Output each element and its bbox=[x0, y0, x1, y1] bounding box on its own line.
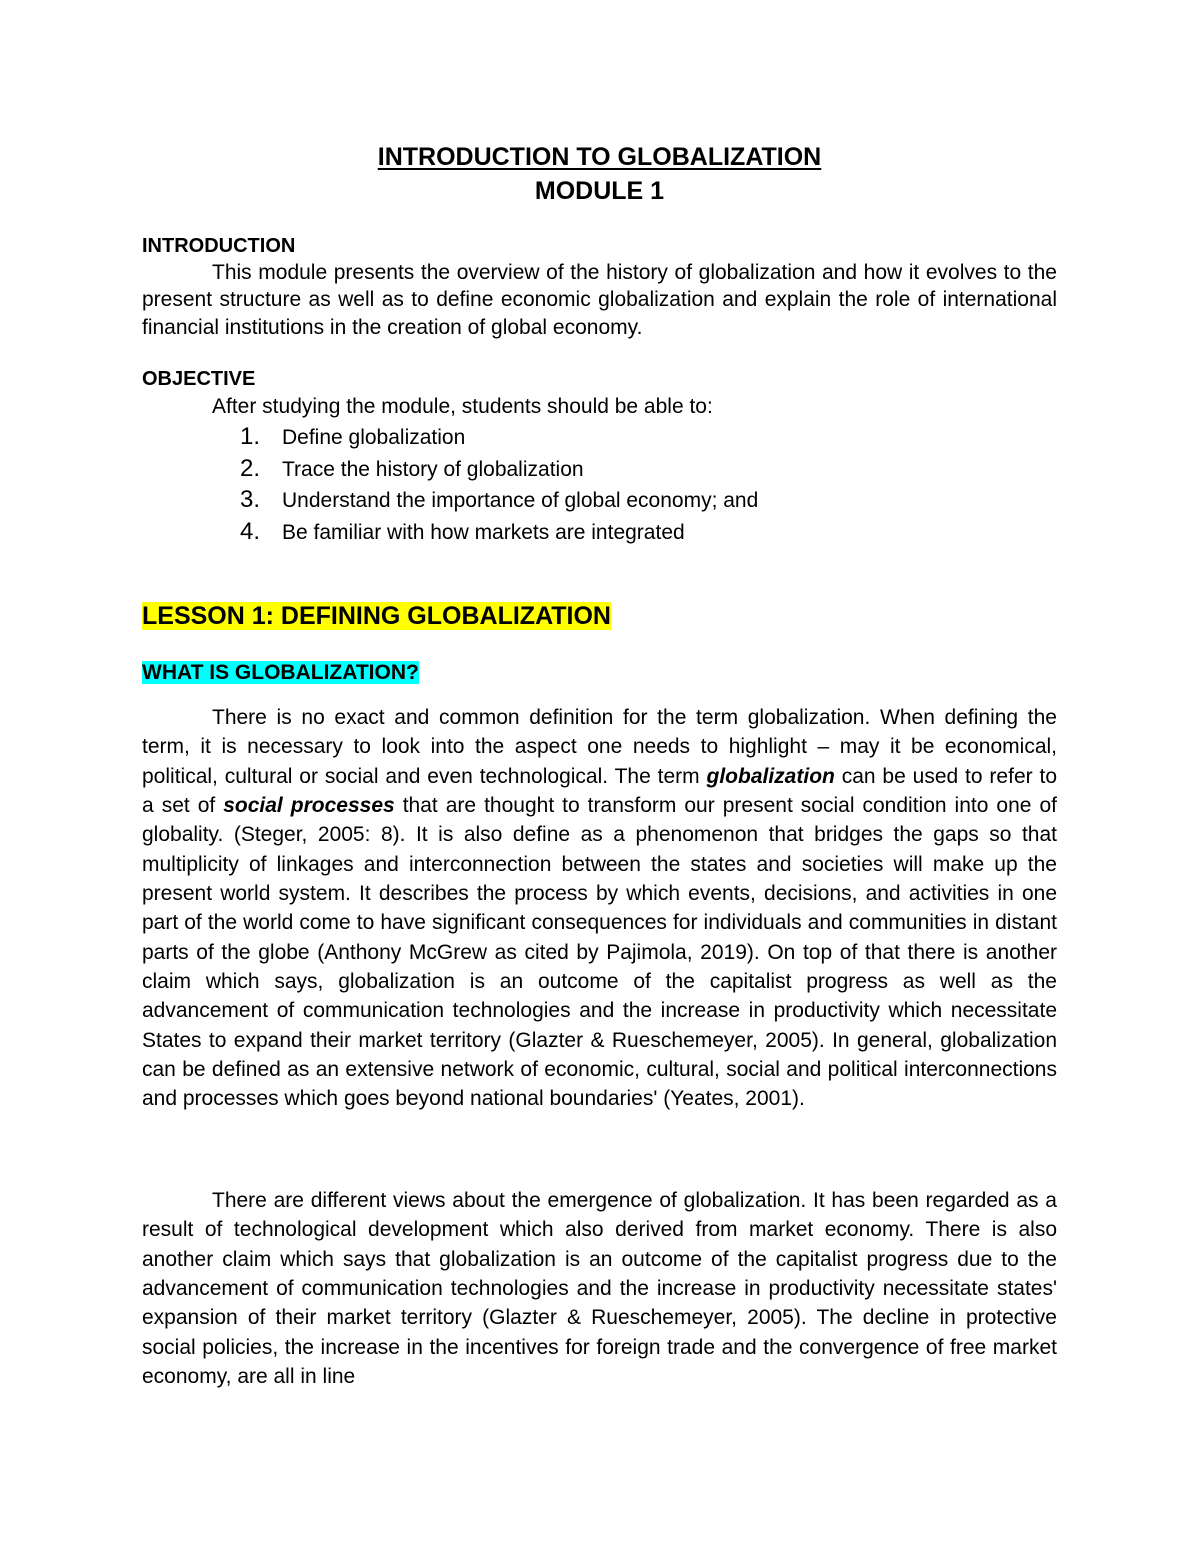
body-paragraph-2: There are different views about the emergence of globalization. It has been regarded as a result of technological development which also derived from market economy. There is also another claim which says that globalization is an outcome of the capitalist progress due to the advancement of communication technologies and the increase in productivity necessitate states' expansion of their market territory (Glazter & Rueschemeyer, 2005). The decline in protective social policies, the increase in the incentives for foreign trade and the convergence of free market economy, are all in line bbox=[142, 1189, 1057, 1389]
lesson-heading-text: LESSON 1: DEFINING GLOBALIZATION bbox=[142, 602, 611, 630]
body-text: that are thought to transform our present social condition into one of globality. (Steger, 2005: 8). It is also define as a phenomenon that bridges the gaps so that multiplicity of linkages and interconnection between the states and societies will make up the present world system. It describes the process by which events, decisions, and activities in one part of the world come to have significant consequences for individuals and communities in distant parts of the globe (Anthony McGrew as cited by Pajimola, 2019). On top of that there is another claim which says, globalization is an outcome of the capitalist progress as well as the advancement of communication technologies and the increase in productivity which necessitate States to expand their market territory (Glazter & Rueschemeyer, 2005). In general, globalization can be defined as an extensive network of economic, cultural, social and political interconnections and processes which goes beyond national boundaries' (Yeates, 2001). bbox=[142, 794, 1057, 1111]
emphasis-term: globalization bbox=[706, 764, 835, 788]
introduction-text: This module presents the overview of the history of globalization and how it evolves to the present structure as well as to define economic globalization and explain the role of international financial institutions in the creation of global economy. bbox=[142, 261, 1057, 339]
list-text: Be familiar with how markets are integrated bbox=[282, 520, 685, 544]
body-paragraph-1 bbox=[142, 703, 1057, 1114]
list-item bbox=[240, 453, 758, 485]
body-text: can be used to refer to a set of bbox=[142, 764, 1057, 818]
objective-lead: After studying the module, students should be able to: bbox=[212, 395, 713, 418]
list-text: Trace the history of globalization bbox=[282, 457, 584, 481]
emphasis-term: social processes bbox=[223, 794, 395, 818]
list-item bbox=[240, 484, 758, 516]
list-number: 3. bbox=[240, 486, 261, 513]
list-item bbox=[240, 516, 758, 548]
list-number: 4. bbox=[240, 517, 261, 545]
list-item bbox=[240, 421, 758, 453]
list-text: Define globalization bbox=[282, 426, 466, 449]
subheading-text: WHAT IS GLOBALIZATION? bbox=[142, 661, 419, 684]
lesson-heading bbox=[142, 599, 611, 633]
subheading bbox=[142, 658, 419, 687]
objective-heading: OBJECTIVE bbox=[142, 368, 256, 390]
list-text: Understand the importance of global economy; and bbox=[282, 489, 759, 512]
list-number: 1. bbox=[240, 423, 261, 450]
module-label: MODULE 1 bbox=[534, 177, 665, 205]
document-title: INTRODUCTION TO GLOBALIZATION bbox=[377, 143, 822, 171]
introduction-heading: INTRODUCTION bbox=[142, 235, 296, 257]
objective-list bbox=[240, 421, 758, 547]
body-text: There is no exact and common definition for the term globalization. When defining the term, it is necessary to look into the aspect one needs to highlight – may it be economical, political, cultural or social and even technological. The term bbox=[142, 706, 1057, 788]
list-number: 2. bbox=[240, 454, 261, 482]
